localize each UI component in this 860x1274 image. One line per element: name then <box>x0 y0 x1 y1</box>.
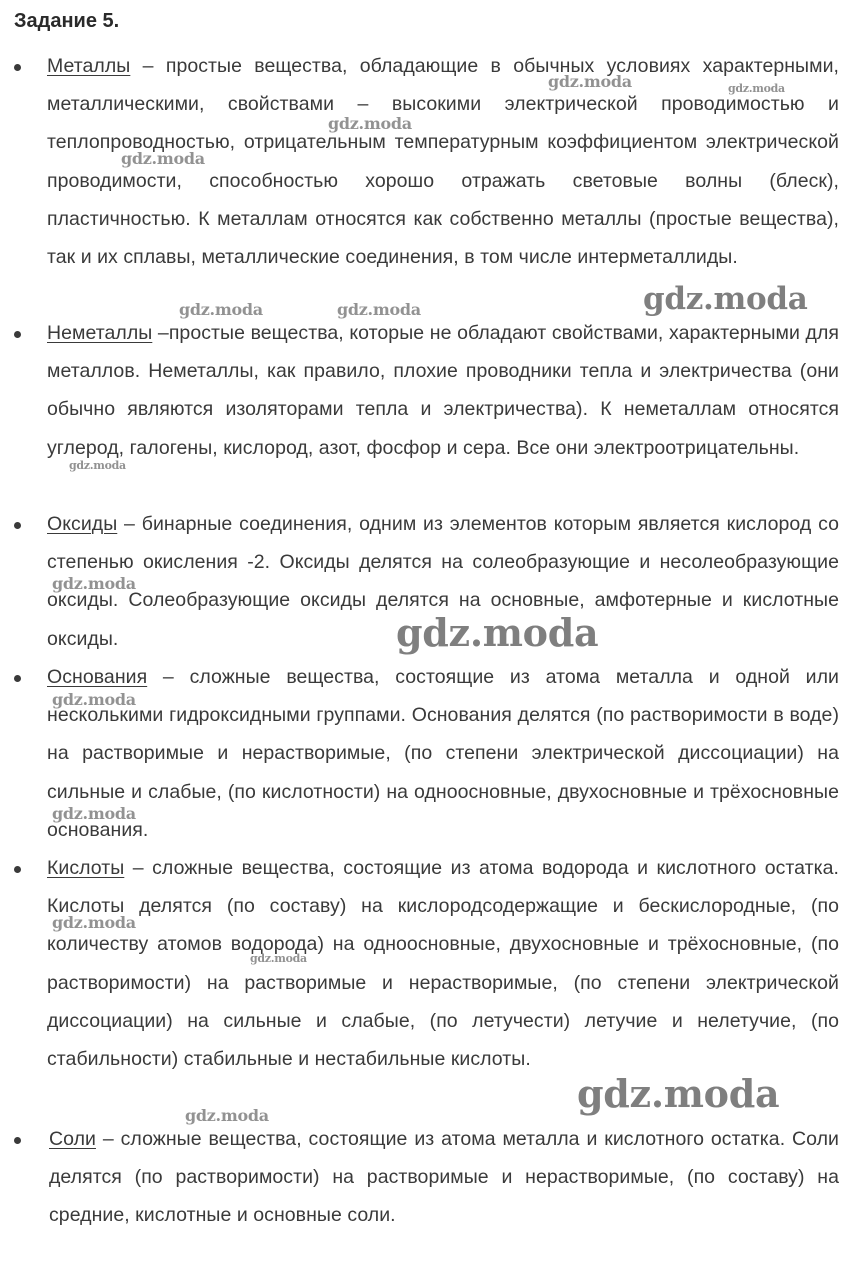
watermark-logo: gdz.moda <box>185 1106 269 1125</box>
term: Соли <box>49 1128 96 1150</box>
definition-text: – сложные вещества, состоящие из атома металла и кислотного остатка. Соли делятся (по растворимости) на растворимые и нерастворимые, (по составу) на средние, кислотные и основные соли. <box>49 1128 839 1227</box>
definition-paragraph <box>47 658 839 849</box>
watermark-logo: gdz.moda <box>643 281 808 317</box>
definition-text: – бинарные соединения, одним из элементов которым является кислород со степенью окисления -2. Оксиды делятся на солеобразующие и несолеобразующие оксиды. Солеобразующие оксиды делятся на основные, амфотерные и кислотные оксиды. <box>47 513 839 650</box>
watermark-logo: gdz.moda <box>121 149 205 168</box>
definition-text: – простые вещества, обладающие в обычных условиях характерными, металлическими, свойствами – высокими электрической проводимостью и теплопроводностью, отрицательным температурным коэффициентом электрической проводимости, способностью хорошо отражать световые волны (блеск), пластичностью. К металлам относятся как собственно металлы (простые вещества), так и их сплавы, металлические соединения, в том числе интерметаллиды. <box>47 55 839 269</box>
term: Кислоты <box>47 857 125 879</box>
term: Металлы <box>47 55 131 77</box>
bullet-icon <box>14 1137 21 1144</box>
definition-paragraph <box>47 505 839 658</box>
watermark-logo: gdz.moda <box>577 1071 780 1116</box>
watermark-logo: gdz.moda <box>52 574 136 593</box>
definition-text: – сложные вещества, состоящие из атома водорода и кислотного остатка. Кислоты делятся (по составу) на кислородсодержащие и бескислородные, (по количеству атомов водорода) на одноосновные, двухосновные и трёхосновные, (по растворимости) на растворимые и нерастворимые, (по степени электрической диссоциации) на сильные и слабые, (по летучести) летучие и нелетучие, (по стабильности) стабильные и нестабильные кислоты. <box>47 857 839 1071</box>
watermark-logo: gdz.moda <box>52 804 136 823</box>
page-title: Задание 5. <box>14 10 120 32</box>
watermark-logo: gdz.moda <box>396 610 599 655</box>
definition-paragraph <box>47 314 839 467</box>
bullet-icon <box>14 675 21 682</box>
watermark-logo: gdz.moda <box>69 459 126 472</box>
bullet-icon <box>14 331 21 338</box>
watermark-logo: gdz.moda <box>52 913 136 932</box>
term: Основания <box>47 666 148 688</box>
definition-paragraph <box>47 47 839 276</box>
watermark-logo: gdz.moda <box>337 300 421 319</box>
definition-text: – сложные вещества, состоящие из атома металла и одной или несколькими гидроксидными группами. Основания делятся (по растворимости в воде) на растворимые и нерастворимые, (по степени электрической диссоциации) на сильные и слабые, (по кислотности) на одноосновные, двухосновные и трёхосновные основания. <box>47 666 839 841</box>
bullet-icon <box>14 866 21 873</box>
bullet-icon <box>14 522 21 529</box>
watermark-logo: gdz.moda <box>328 114 412 133</box>
term: Оксиды <box>47 513 118 535</box>
term: Неметаллы <box>47 322 153 344</box>
definition-paragraph <box>49 1120 839 1235</box>
definition-paragraph <box>47 849 839 1078</box>
watermark-logo: gdz.moda <box>52 690 136 709</box>
definition-text: –простые вещества, которые не обладают свойствами, характерными для металлов. Неметаллы, как правило, плохие проводники тепла и электричества (они обычно являются изоляторами тепла и электричества). К неметаллам относятся углерод, галогены, кислород, азот, фосфор и сера. Все они электроотрицательны. <box>47 322 839 459</box>
bullet-icon <box>14 64 21 71</box>
watermark-logo: gdz.moda <box>179 300 263 319</box>
watermark-logo: gdz.moda <box>728 82 785 95</box>
watermark-logo: gdz.moda <box>250 952 307 965</box>
watermark-logo: gdz.moda <box>548 72 632 91</box>
